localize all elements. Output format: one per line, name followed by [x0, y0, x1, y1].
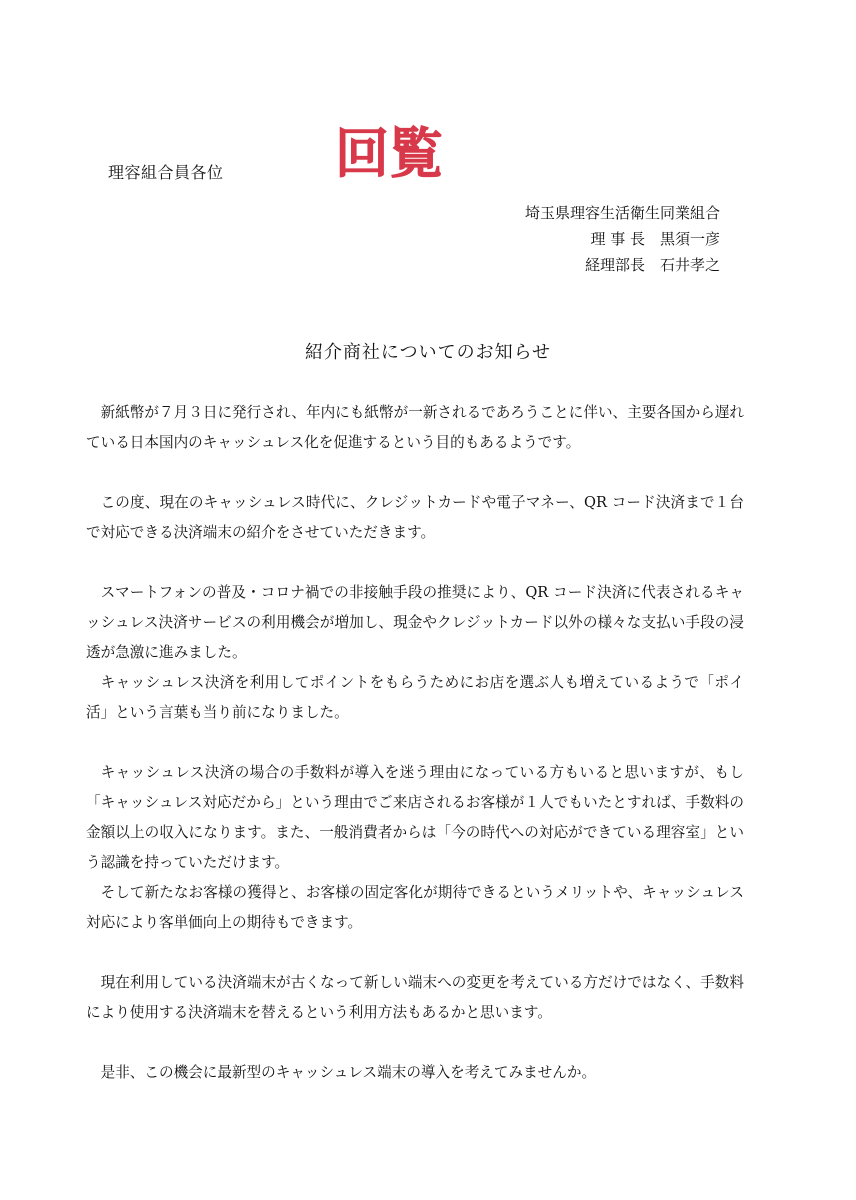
- circulation-stamp: [330, 112, 448, 184]
- sender-block: [525, 200, 720, 278]
- paragraph-4: キャッシュレス決済を利用してポイントをもらうためにお店を選ぶ人も増えているようで「ポイ活」という言葉も当り前になりました。: [86, 674, 744, 721]
- paragraph-2: この度、現在のキャッシュレス時代に、クレジットカードや電子マネー、QR コード決済まで１台で対応できる決済端末の紹介をさせていただきます。: [86, 494, 744, 541]
- sender-manager: 経理部長 石井孝之: [584, 256, 720, 274]
- paragraph-3: スマートフォンの普及・コロナ禍での非接触手段の推奨により、QR コード決済に代表されるキャッシュレス決済サービスの利用機会が増加し、現金やクレジットカード以外の様々な支払い手段の浸透が急激に進みました。: [86, 584, 744, 661]
- document-title: 紹介商社についてのお知らせ: [304, 342, 552, 363]
- sender-chair: 理 事 長 黒須一彦: [590, 230, 720, 248]
- document-body: [86, 398, 744, 1088]
- stamp-text: 回覧: [335, 122, 443, 184]
- sender-organization: 埼玉県理容生活衛生同業組合: [524, 204, 720, 222]
- paragraph-5: キャッシュレス決済の場合の手数料が導入を迷う理由になっている方もいると思いますが、もし「キャッシュレス対応だから」という理由でご来店されるお客様が１人でもいたとすれば、手数料の金額以上の収入になります。また、一般消費者からは「今の時代への対応ができている理容室」という認識を持っていただけます。: [86, 764, 744, 871]
- paragraph-6: そして新たなお客様の獲得と、お客様の固定客化が期待できるというメリットや、キャッシュレス対応により客単価向上の期待もできます。: [86, 884, 744, 931]
- paragraph-1: 新紙幣が７月３日に発行され、年内にも紙幣が一新されるであろうことに伴い、主要各国から遅れている日本国内のキャッシュレス化を促進するという目的もあるようです。: [86, 404, 744, 451]
- paragraph-8: 是非、この機会に最新型のキャッシュレス端末の導入を考えてみませんか。: [100, 1064, 597, 1081]
- paragraph-7: 現在利用している決済端末が古くなって新しい端末への変更を考えている方だけではなく、手数料により使用する決済端末を替えるという利用方法もあるかと思います。: [86, 974, 744, 1021]
- addressee: 理容組合員各位: [108, 163, 224, 182]
